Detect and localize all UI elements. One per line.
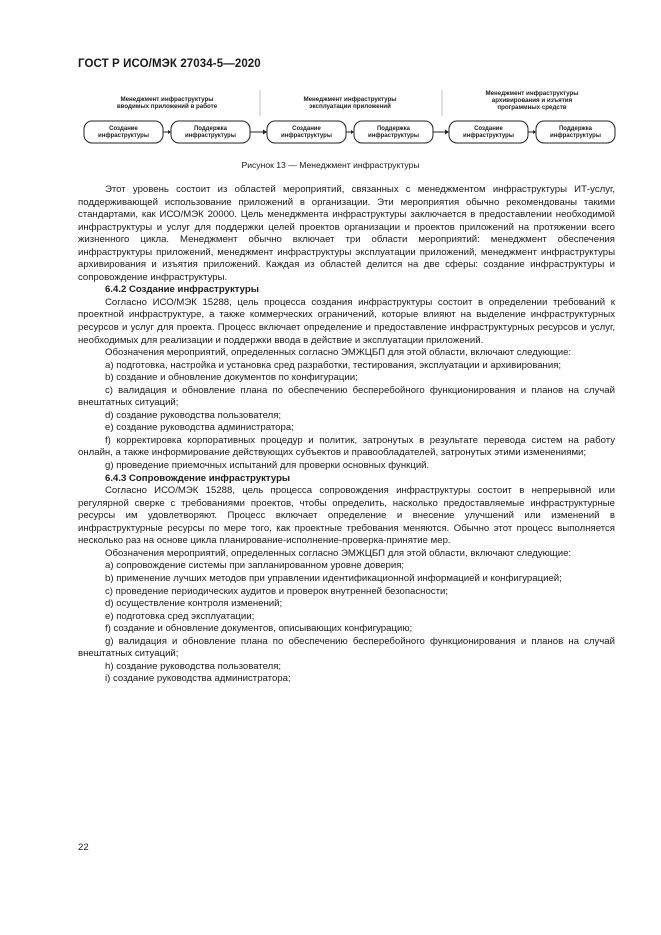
diagram-group-title: программных средств xyxy=(497,104,567,111)
diagram-group xyxy=(267,96,433,143)
section-6-4-2-paragraph: Согласно ИСО/МЭК 15288, цель процесса создания инфраструктуры состоит в определении требований к проектной инфраструктуре, а также коммерческих ограничений, которые влияют на выделение инфраструктурных ресурсов и услуг для проекта. Процесс включает определение и предоставление инфраструктурных ресурсов и услуг, необходимых для реализации и поддержки ввода в действие и эксплуатации приложений. xyxy=(78,296,615,346)
diagram-box-label: инфраструктуры xyxy=(368,133,419,139)
section-6-4-3-list-item: b) применение лучших методов при управлении идентификационной информацией и конфигурацией; xyxy=(105,572,562,584)
diagram-box-label: инфраструктуры xyxy=(98,133,149,139)
section-6-4-3-list-item: a) сопровождение системы при запланированном уровне доверия; xyxy=(105,560,405,572)
diagram-box-label: Создание xyxy=(474,126,503,132)
diagram-box xyxy=(171,121,250,143)
page-number: 22 xyxy=(78,842,89,853)
section-6-4-3-list-item: e) подготовка сред эксплуатации; xyxy=(105,610,255,622)
section-6-4-2-list xyxy=(78,360,615,473)
section-6-4-3-list-item: i) создание руководства администратора; xyxy=(105,673,291,685)
section-6-4-2-list-intro: Обозначения мероприятий, определенных согласно ЭМЖЦБП для этой области, включают следующие: xyxy=(105,347,572,359)
diagram-group xyxy=(449,90,615,143)
diagram-box-label: инфраструктуры xyxy=(550,133,601,139)
section-6-4-3-list-intro: Обозначения мероприятий, определенных согласно ЭМЖЦБП для этой области, включают следующие: xyxy=(105,547,572,559)
section-heading-6-4-2: 6.4.2 Создание инфраструктуры xyxy=(105,284,259,296)
diagram-group-title: вводимых приложений в работе xyxy=(116,103,218,110)
diagram-arrowhead xyxy=(445,130,449,135)
section-heading-6-4-3: 6.4.3 Сопровождение инфраструктуры xyxy=(105,472,291,484)
diagram-box xyxy=(267,121,346,143)
diagram-group-title: Менеджмент инфраструктуры xyxy=(303,96,397,103)
diagram-group-title: архивирования и изъятия xyxy=(491,97,573,104)
diagram-group-title: Менеджмент инфраструктуры xyxy=(120,96,214,103)
section-6-4-2-list-item: b) создание и обновление документов по конфигурации; xyxy=(105,372,358,384)
diagram-box-label: инфраструктуры xyxy=(463,133,514,139)
diagram-box-label: Поддержка xyxy=(376,126,411,132)
diagram-box-label: Создание xyxy=(109,126,138,132)
section-6-4-2-list-item: c) валидация и обновление плана по обеспечению бесперебойного функционирования и планов на случай внештатных ситуаций; xyxy=(78,384,615,409)
section-6-4-3-list-item: d) осуществление контроля изменений; xyxy=(105,598,283,610)
diagram-box xyxy=(84,121,163,143)
diagram-group xyxy=(84,96,250,143)
section-6-4-3-list-item: c) проведение периодических аудитов и проверок внутренней безопасности; xyxy=(105,585,449,597)
diagram-box-label: Поддержка xyxy=(558,126,593,132)
figure-caption: Рисунок 13 — Менеджмент инфраструктуры xyxy=(241,160,420,170)
section-6-4-2-list-item: a) подготовка, настройка и установка сред разработки, тестирования, эксплуатации и архивирования; xyxy=(105,359,562,371)
section-6-4-2-list-item: d) создание руководства пользователя; xyxy=(105,409,282,421)
diagram-box xyxy=(354,121,433,143)
diagram-group-title: Менеджмент инфраструктуры xyxy=(485,90,579,97)
diagram-box-label: Создание xyxy=(292,126,321,132)
section-6-4-3-list xyxy=(78,560,615,685)
section-6-4-2-list-item: e) создание руководства администратора; xyxy=(105,422,294,434)
diagram-arrowhead xyxy=(263,130,267,135)
document-header: ГОСТ Р ИСО/МЭК 27034-5—2020 xyxy=(78,58,261,70)
diagram-box xyxy=(536,121,615,143)
diagram-group-title: эксплуатации приложений xyxy=(309,103,391,110)
section-6-4-3-paragraph: Согласно ИСО/МЭК 15288, цель процесса сопровождения инфраструктуры состоит в непрерывной или регулярной сверке с требованиями проектов, чтобы определить, насколько предоставляемые инфраструктурные ресурсы им удовлетворяют. Процесс включает определение и внесение улучшений или изменений в инфраструктурные ресурсы по мере того, как проектные требования меняются. Обычно этот процесс выполняется несколько раз на основе цикла планирование-исполнение-проверка-принятие мер. xyxy=(78,485,615,547)
section-6-4-2-list-item: g) проведение приемочных испытаний для проверки основных функций. xyxy=(105,460,430,472)
section-6-4-3-list-item: f) создание и обновление документов, описывающих конфигурацию; xyxy=(105,623,413,635)
body-text xyxy=(78,184,615,686)
diagram-box-label: Поддержка xyxy=(193,126,228,132)
section-6-4-3-list-item: g) валидация и обновление плана по обеспечению бесперебойного функционирования и планов на случай внештатных ситуаций; xyxy=(78,635,615,660)
diagram-box-label: инфраструктуры xyxy=(281,133,332,139)
diagram-box-label: инфраструктуры xyxy=(185,133,236,139)
section-6-4-3-list-item: h) создание руководства пользователя; xyxy=(105,660,282,672)
infrastructure-management-diagram xyxy=(74,90,624,152)
section-6-4-2-list-item: f) корректировка корпоративных процедур и политик, затронутых в результате перевода систем на работу онлайн, а также информирование действующих субъектов и правообладателей, затронутых этими изменениями; xyxy=(78,434,615,459)
diagram-box xyxy=(449,121,528,143)
intro-paragraph: Этот уровень состоит из областей мероприятий, связанных с менеджментом инфраструктуры ИТ-услуг, поддерживающей использование приложений в организации. Эти мероприятия обычно рекомендованы такими стандартами, как ИСО/МЭК 20000. Цель менеджмента инфраструктуры заключается в предоставлении необходимой инфраструктуры и услуг для поддержки целей проектов организации и проектов приложений на протяжении всего жизненного цикла. Менеджмент обычно включает три области мероприятий: менеджмент обеспечения инфраструктуры приложений, менеджмент инфраструктуры эксплуатации приложений, менеджмент инфраструктуры архивирования и изъятия приложений. Каждая из областей делится на две сферы: создание инфраструктуры и сопровождение инфраструктуры. xyxy=(78,184,615,283)
